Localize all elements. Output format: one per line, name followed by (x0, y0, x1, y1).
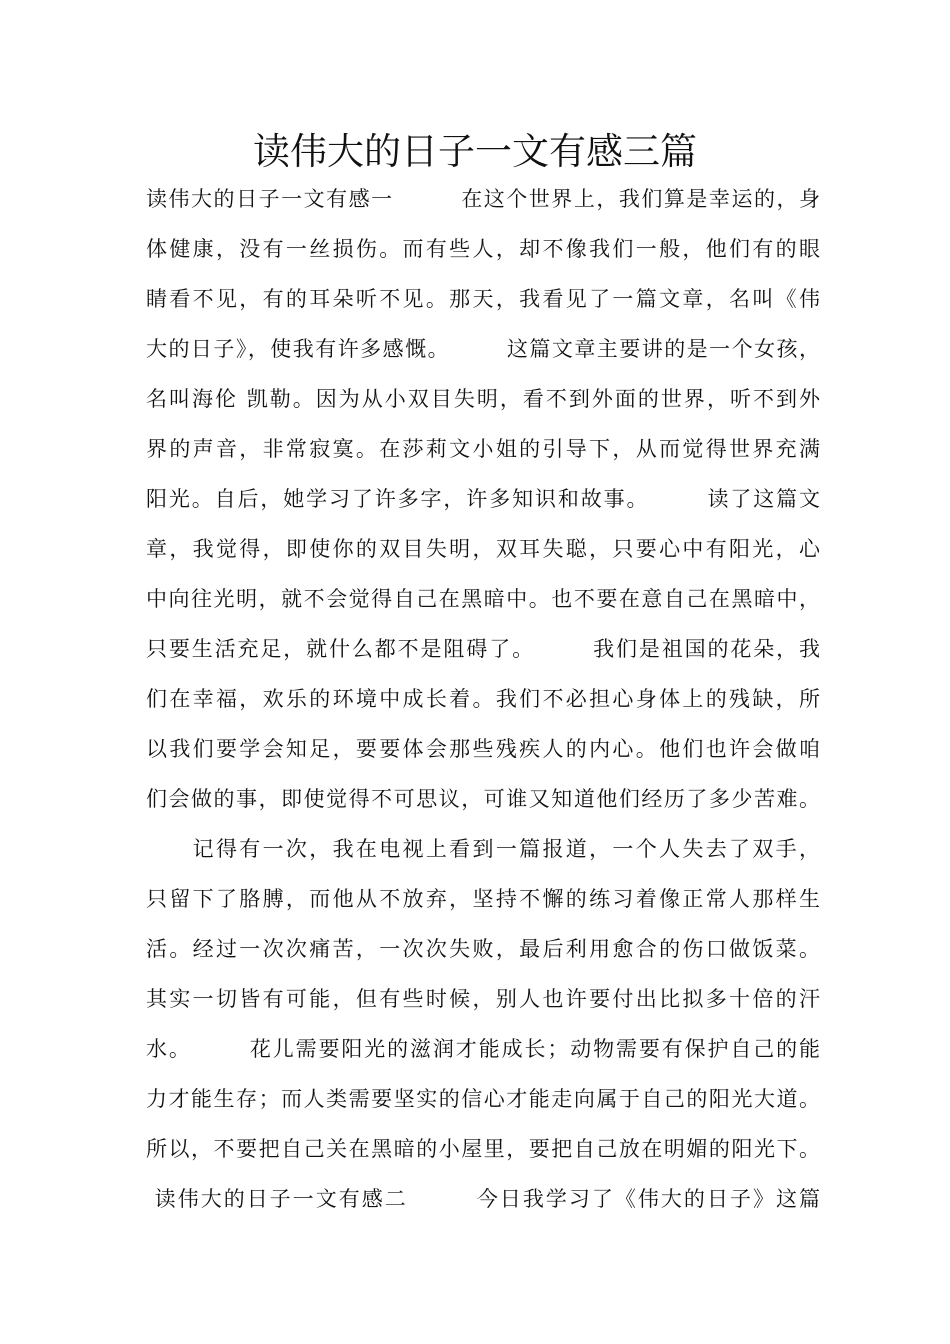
text-line-13: 们会做的事，即使觉得不可思议，可谁又知道他们经历了多少苦难。 (146, 787, 820, 811)
text-line-9: 中向往光明，就不会觉得自己在黑暗中。也不要在意自己在黑暗中， (146, 587, 820, 611)
text-line-19: 力才能生存；而人类需要坚实的信心才能走向属于自己的阳光大道。 (146, 1087, 820, 1111)
text-line-7: 阳光。自后，她学习了许多字，许多知识和故事。 读了这篇文 (146, 487, 820, 511)
text-line-12: 以我们要学会知足，要要体会那些残疾人的内心。他们也许会做咱 (146, 737, 820, 761)
text-line-11: 们在幸福，欢乐的环境中成长着。我们不必担心身体上的残缺，所 (146, 687, 820, 711)
text-line-16: 活。经过一次次痛苦，一次次失败，最后利用愈合的伤口做饭菜。 (146, 937, 820, 961)
text-line-3: 睛看不见，有的耳朵听不见。那天，我看见了一篇文章，名叫《伟 (146, 287, 820, 311)
text-line-20: 所以，不要把自己关在黑暗的小屋里，要把自己放在明媚的阳光下。 (146, 1137, 820, 1161)
text-line-15: 只留下了胳膊，而他从不放弃，坚持不懈的练习着像正常人那样生 (146, 887, 820, 911)
text-line-10: 只要生活充足，就什么都不是阻碍了。 我们是祖国的花朵，我 (146, 637, 820, 661)
text-line-21: 读伟大的日子一文有感二 今日我学习了《伟大的日子》这篇 (146, 1187, 820, 1211)
text-line-8: 章，我觉得，即使你的双目失明，双耳失聪，只要心中有阳光，心 (146, 537, 820, 561)
text-line-4: 大的日子》，使我有许多感慨。 这篇文章主要讲的是一个女孩， (146, 337, 820, 361)
text-line-1: 读伟大的日子一文有感一 在这个世界上，我们算是幸运的，身 (146, 187, 820, 211)
text-line-17: 其实一切皆有可能，但有些时候，别人也许要付出比拟多十倍的汗 (146, 987, 820, 1011)
text-line-14: 记得有一次，我在电视上看到一篇报道，一个人失去了双手， (146, 837, 820, 861)
text-line-5: 名叫海伦 凯勒。因为从小双目失明，看不到外面的世界，听不到外 (146, 387, 820, 411)
text-line-2: 体健康，没有一丝损伤。而有些人，却不像我们一般，他们有的眼 (146, 237, 820, 261)
text-line-18: 水。 花儿需要阳光的滋润才能成长；动物需要有保护自己的能 (146, 1037, 820, 1061)
text-line-6: 界的声音，非常寂寞。在莎莉文小姐的引导下，从而觉得世界充满 (146, 437, 820, 461)
document-title: 读伟大的日子一文有感三篇 (253, 130, 697, 173)
